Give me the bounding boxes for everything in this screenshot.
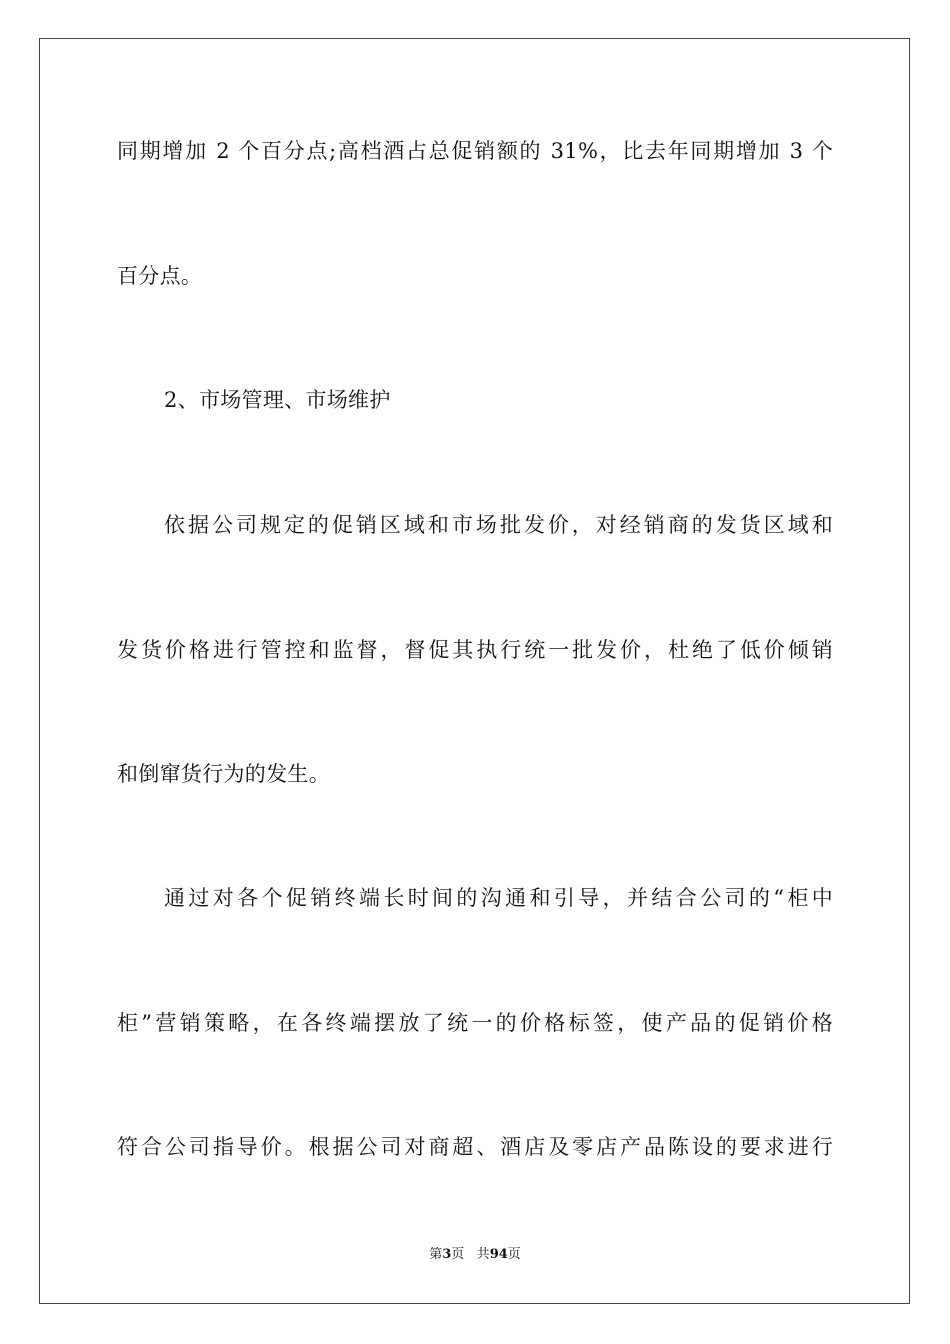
footer-total-pages: 94 [489, 1247, 508, 1262]
page-footer [0, 1246, 950, 1264]
text-line-9: 符合公司指导价。根据公司对商超、酒店及零店产品陈设的要求进行 [117, 1135, 833, 1159]
footer-page-prefix: 第 [429, 1247, 443, 1262]
text-line-4: 依据公司规定的促销区域和市场批发价，对经销商的发货区域和 [164, 513, 833, 537]
text-line-1: 同期增加 2 个百分点;高档酒占总促销额的 31%，比去年同期增加 3 个 [117, 139, 833, 163]
section-heading: 2、市场管理、市场维护 [164, 388, 391, 412]
footer-page-number: 3 [442, 1247, 452, 1262]
text-line-8: 柜”营销策略，在各终端摆放了统一的价格标签，使产品的促销价格 [117, 1011, 833, 1035]
footer-total-suffix: 页 [507, 1247, 521, 1262]
text-line-7: 通过对各个促销终端长时间的沟通和引导，并结合公司的“柜中 [164, 886, 833, 910]
text-line-2: 百分点。 [117, 264, 203, 288]
footer-page-suffix: 页 [451, 1247, 465, 1262]
footer-total-prefix: 共 [476, 1247, 490, 1262]
page-border [39, 38, 910, 1304]
text-line-5: 发货价格进行管控和监督，督促其执行统一批发价，杜绝了低价倾销 [117, 638, 833, 662]
text-line-6: 和倒窜货行为的发生。 [117, 762, 330, 786]
